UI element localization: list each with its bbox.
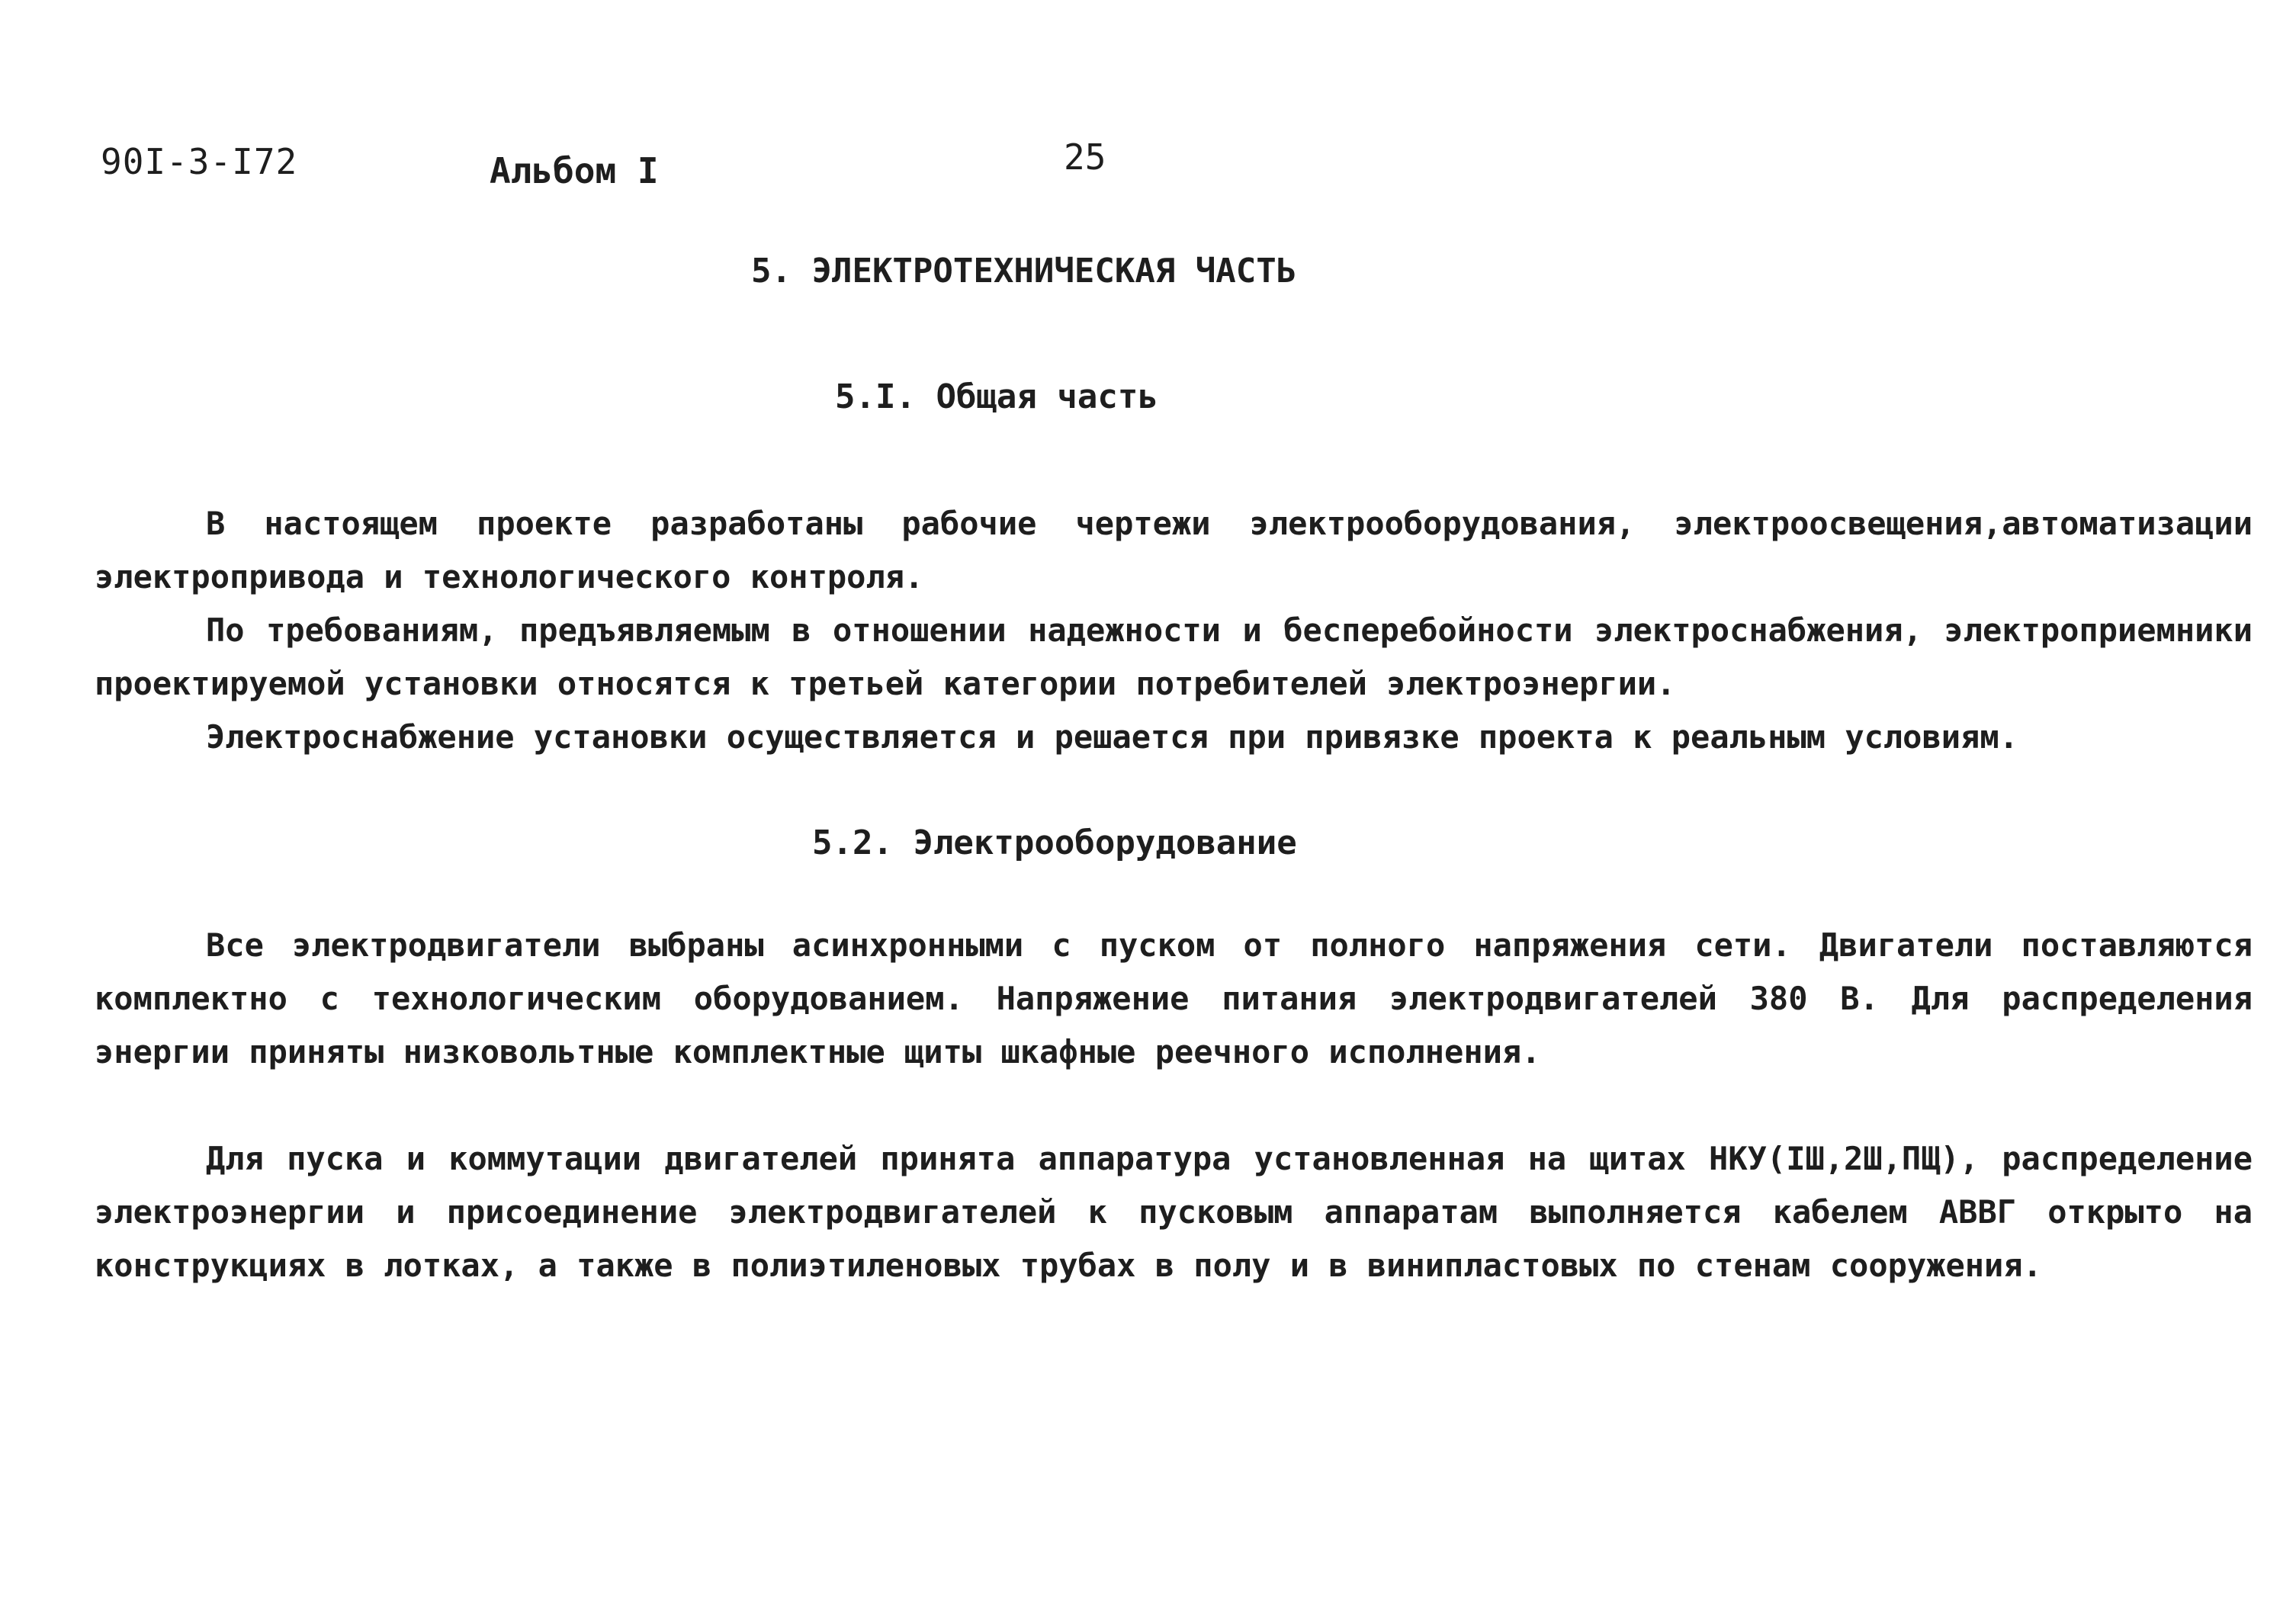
document-code: 90I-3-I72	[101, 141, 298, 182]
paragraph: Все электродвигатели выбраны асинхронными с пуском от полного напряжения сети. Двигатели поставляются комплектно с технологическим оборудованием. Напряжение питания электродвигателей 380 В. Для распределения энергии приняты низковольтные комплектные щиты шкафные реечного исполнения.	[95, 926, 2253, 1071]
paragraph: По требованиям, предъявляемым в отношении надежности и бесперебойности электроснабжения, электроприемники проектируемой установки относятся к третьей категории потребителей электроэнергии.	[95, 611, 2253, 702]
subsection-title-equipment: 5.2. Электрооборудование	[812, 823, 1297, 862]
page-header	[0, 136, 2296, 202]
paragraph: Для пуска и коммутации двигателей принята аппаратура установленная на щитах НКУ(IШ,2Ш,ПЩ), распределение электроэнергии и присоединение электродвигателей к пусковым аппаратам выполняется кабелем АВВГ открыто на конструкциях в лотках, а также в полиэтиленовых трубах в полу и в винипластовых по стенам сооружения.	[95, 1140, 2253, 1284]
paragraph: В настоящем проекте разработаны рабочие чертежи электрооборудования, электроосвещения,автоматизации электропривода и технологического контроля.	[95, 505, 2253, 595]
paragraph: Электроснабжение установки осуществляется и решается при привязке проекта к реальным условиям.	[206, 718, 2018, 756]
section-title: 5. ЭЛЕКТРОТЕХНИЧЕСКАЯ ЧАСТЬ	[751, 252, 1297, 290]
page-number: 25	[1064, 136, 1106, 178]
album-label: Альбом I	[490, 150, 659, 191]
subsection-title-general: 5.I. Общая часть	[835, 377, 1158, 416]
